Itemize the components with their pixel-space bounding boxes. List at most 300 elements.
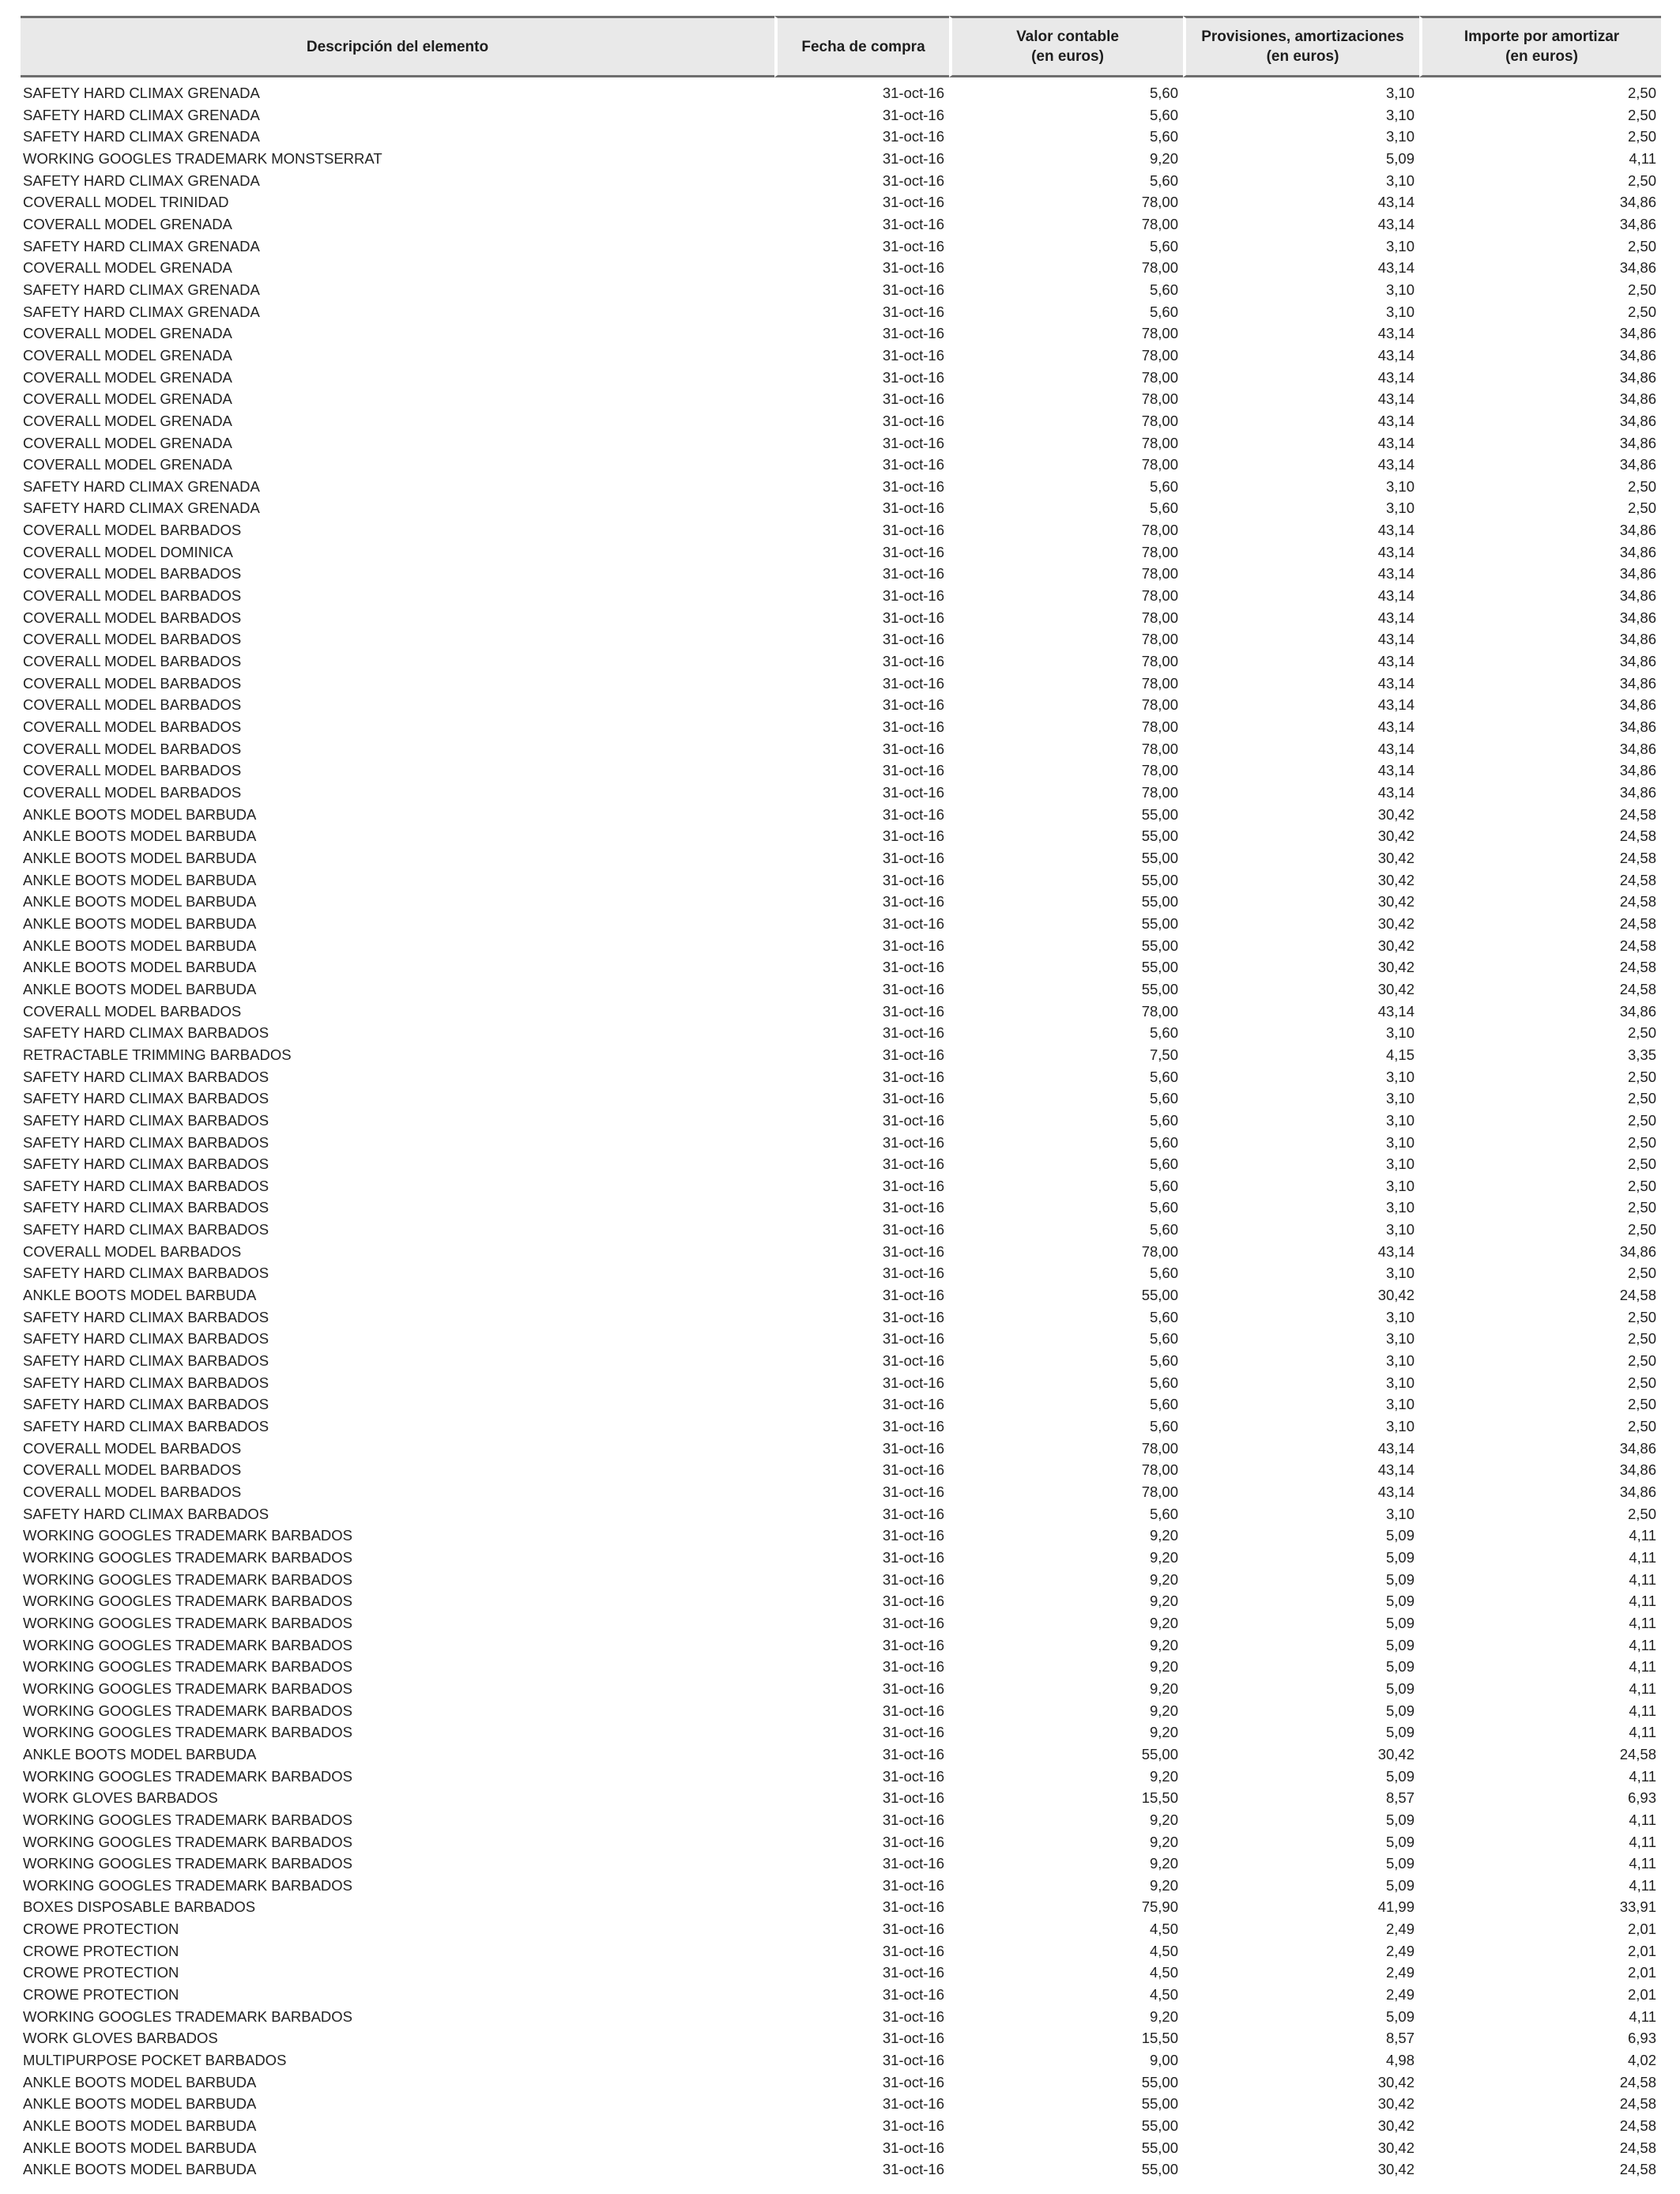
cell-description: SAFETY HARD CLIMAX BARBADOS (23, 1265, 269, 1282)
cell-book-value: 78,00 (1141, 434, 1178, 451)
cell-book-value: 78,00 (1141, 543, 1178, 560)
cell-amount-pending: 34,86 (1619, 259, 1656, 277)
cell-description: WORKING GOOGLES TRADEMARK MONSTSERRAT (23, 149, 382, 167)
table-row (21, 126, 1661, 148)
cell-description: COVERALL MODEL BARBADOS (23, 587, 242, 605)
cell-purchase-date: 31-oct-16 (882, 718, 944, 736)
asset-table (21, 16, 1661, 2181)
cell-book-value: 5,60 (1149, 1155, 1178, 1173)
cell-book-value: 15,50 (1141, 2030, 1178, 2047)
cell-purchase-date: 31-oct-16 (882, 259, 944, 277)
cell-book-value: 78,00 (1141, 194, 1178, 211)
cell-provisions: 43,14 (1377, 718, 1414, 736)
cell-amount-pending: 2,50 (1627, 499, 1656, 517)
cell-book-value: 15,50 (1141, 1789, 1178, 1807)
cell-description: COVERALL MODEL GRENADA (23, 215, 232, 232)
cell-provisions: 30,42 (1377, 2117, 1414, 2135)
cell-provisions: 30,42 (1377, 980, 1414, 997)
cell-amount-pending: 24,58 (1619, 2073, 1656, 2090)
cell-amount-pending: 4,11 (1629, 1702, 1656, 1719)
cell-description: WORKING GOOGLES TRADEMARK BARBADOS (23, 1724, 353, 1741)
cell-provisions: 43,14 (1377, 784, 1414, 801)
cell-description: SAFETY HARD CLIMAX BARBADOS (23, 1111, 269, 1129)
table-row (21, 1525, 1661, 1547)
cell-amount-pending: 4,11 (1629, 1614, 1656, 1631)
table-row (21, 148, 1661, 170)
cell-amount-pending: 2,50 (1627, 281, 1656, 298)
table-row (21, 1197, 1661, 1219)
cell-book-value: 5,60 (1149, 1265, 1178, 1282)
table-row (21, 869, 1661, 892)
cell-amount-pending: 2,50 (1627, 1024, 1656, 1042)
cell-book-value: 5,60 (1149, 1177, 1178, 1194)
cell-purchase-date: 31-oct-16 (882, 237, 944, 254)
cell-purchase-date: 31-oct-16 (882, 1024, 944, 1042)
cell-provisions: 30,42 (1377, 805, 1414, 823)
table-row (21, 236, 1661, 258)
cell-amount-pending: 24,58 (1619, 2161, 1656, 2178)
table-row (21, 279, 1661, 301)
cell-purchase-date: 31-oct-16 (882, 674, 944, 692)
cell-book-value: 5,60 (1149, 1330, 1178, 1348)
asset-table-sheet (21, 16, 1661, 2181)
cell-description: COVERALL MODEL BARBADOS (23, 609, 242, 626)
cell-book-value: 5,60 (1149, 1374, 1178, 1391)
cell-purchase-date: 31-oct-16 (882, 871, 944, 888)
cell-book-value: 5,60 (1149, 1199, 1178, 1216)
cell-provisions: 43,14 (1377, 543, 1414, 560)
cell-description: COVERALL MODEL BARBADOS (23, 1439, 242, 1457)
table-row (21, 1001, 1661, 1023)
cell-book-value: 4,50 (1149, 1942, 1178, 1959)
cell-amount-pending: 2,01 (1627, 1942, 1656, 1959)
cell-amount-pending: 24,58 (1619, 914, 1656, 932)
cell-description: COVERALL MODEL DOMINICA (23, 543, 233, 560)
cell-book-value: 55,00 (1141, 1745, 1178, 1762)
cell-amount-pending: 34,86 (1619, 1002, 1656, 1020)
cell-amount-pending: 4,11 (1629, 1658, 1656, 1676)
cell-amount-pending: 34,86 (1619, 543, 1656, 560)
table-row (21, 410, 1661, 432)
table-row (21, 1393, 1661, 1416)
cell-book-value: 9,20 (1149, 1527, 1178, 1544)
table-row (21, 1372, 1661, 1394)
cell-description: COVERALL MODEL TRINIDAD (23, 194, 229, 211)
table-row (21, 1547, 1661, 1569)
table-row (21, 1809, 1661, 1831)
cell-book-value: 9,20 (1149, 1702, 1178, 1719)
table-row (21, 607, 1661, 629)
cell-book-value: 9,20 (1149, 1570, 1178, 1588)
cell-description: WORKING GOOGLES TRADEMARK BARBADOS (23, 1548, 353, 1566)
cell-book-value: 5,60 (1149, 172, 1178, 189)
cell-amount-pending: 24,58 (1619, 827, 1656, 845)
cell-book-value: 78,00 (1141, 215, 1178, 232)
cell-provisions: 30,42 (1377, 871, 1414, 888)
cell-purchase-date: 31-oct-16 (882, 631, 944, 648)
cell-purchase-date: 31-oct-16 (882, 1964, 944, 1981)
cell-provisions: 5,09 (1385, 1570, 1414, 1588)
cell-amount-pending: 34,86 (1619, 1439, 1656, 1457)
cell-purchase-date: 31-oct-16 (882, 149, 944, 167)
table-row (21, 1766, 1661, 1788)
table-row (21, 935, 1661, 957)
cell-description: COVERALL MODEL BARBADOS (23, 1483, 242, 1500)
cell-description: COVERALL MODEL BARBADOS (23, 674, 242, 692)
header-amount-pending: Importe por amortizar (en euros) (1419, 16, 1661, 77)
cell-description: WORKING GOOGLES TRADEMARK BARBADOS (23, 1876, 353, 1894)
table-row (21, 2093, 1661, 2115)
cell-purchase-date: 31-oct-16 (882, 959, 944, 976)
cell-provisions: 43,14 (1377, 740, 1414, 757)
cell-provisions: 30,42 (1377, 827, 1414, 845)
cell-provisions: 3,10 (1385, 1024, 1414, 1042)
cell-provisions: 8,57 (1385, 1789, 1414, 1807)
cell-purchase-date: 31-oct-16 (882, 696, 944, 714)
cell-provisions: 3,10 (1385, 172, 1414, 189)
cell-book-value: 75,90 (1141, 1898, 1178, 1916)
table-row (21, 2049, 1661, 2071)
table-row (21, 432, 1661, 454)
cell-provisions: 4,15 (1385, 1046, 1414, 1063)
cell-book-value: 78,00 (1141, 696, 1178, 714)
cell-description: ANKLE BOOTS MODEL BARBUDA (23, 2139, 257, 2156)
cell-purchase-date: 31-oct-16 (882, 937, 944, 954)
cell-amount-pending: 2,50 (1627, 1221, 1656, 1238)
table-header (21, 16, 1661, 77)
cell-book-value: 9,20 (1149, 1614, 1178, 1631)
cell-book-value: 78,00 (1141, 631, 1178, 648)
cell-book-value: 78,00 (1141, 1483, 1178, 1500)
cell-amount-pending: 6,93 (1627, 2030, 1656, 2047)
cell-provisions: 43,14 (1377, 412, 1414, 429)
cell-purchase-date: 31-oct-16 (882, 2117, 944, 2135)
cell-purchase-date: 31-oct-16 (882, 1593, 944, 1610)
cell-amount-pending: 2,50 (1627, 1199, 1656, 1216)
cell-book-value: 9,20 (1149, 1855, 1178, 1872)
cell-description: COVERALL MODEL BARBADOS (23, 1002, 242, 1020)
cell-provisions: 5,09 (1385, 1876, 1414, 1894)
cell-provisions: 30,42 (1377, 937, 1414, 954)
cell-amount-pending: 4,11 (1629, 1636, 1656, 1653)
table-row (21, 1569, 1661, 1591)
cell-amount-pending: 24,58 (1619, 2095, 1656, 2113)
cell-provisions: 3,10 (1385, 1068, 1414, 1085)
cell-book-value: 78,00 (1141, 762, 1178, 779)
cell-book-value: 78,00 (1141, 346, 1178, 364)
cell-book-value: 78,00 (1141, 456, 1178, 473)
cell-amount-pending: 2,50 (1627, 106, 1656, 123)
cell-description: COVERALL MODEL GRENADA (23, 412, 232, 429)
cell-provisions: 3,10 (1385, 1505, 1414, 1522)
cell-description: ANKLE BOOTS MODEL BARBUDA (23, 1745, 257, 1762)
cell-description: COVERALL MODEL BARBADOS (23, 762, 242, 779)
cell-amount-pending: 4,11 (1629, 1767, 1656, 1785)
cell-purchase-date: 31-oct-16 (882, 128, 944, 145)
cell-amount-pending: 2,50 (1627, 1155, 1656, 1173)
table-row (21, 1875, 1661, 1897)
cell-provisions: 3,10 (1385, 1396, 1414, 1413)
cell-book-value: 5,60 (1149, 1352, 1178, 1370)
cell-provisions: 3,10 (1385, 1418, 1414, 1435)
cell-book-value: 78,00 (1141, 412, 1178, 429)
table-row (21, 1503, 1661, 1525)
cell-purchase-date: 31-oct-16 (882, 1702, 944, 1719)
cell-amount-pending: 34,86 (1619, 762, 1656, 779)
cell-amount-pending: 34,86 (1619, 215, 1656, 232)
cell-book-value: 9,20 (1149, 1811, 1178, 1828)
cell-description: WORKING GOOGLES TRADEMARK BARBADOS (23, 1658, 353, 1676)
cell-book-value: 5,60 (1149, 1418, 1178, 1435)
cell-amount-pending: 33,91 (1619, 1898, 1656, 1916)
cell-purchase-date: 31-oct-16 (882, 827, 944, 845)
table-row (21, 1110, 1661, 1132)
cell-description: RETRACTABLE TRIMMING BARBADOS (23, 1046, 292, 1063)
table-row (21, 585, 1661, 607)
cell-book-value: 78,00 (1141, 674, 1178, 692)
cell-book-value: 5,60 (1149, 106, 1178, 123)
cell-purchase-date: 31-oct-16 (882, 2052, 944, 2069)
cell-description: SAFETY HARD CLIMAX GRENADA (23, 172, 260, 189)
cell-amount-pending: 4,02 (1627, 2052, 1656, 2069)
cell-provisions: 5,09 (1385, 1658, 1414, 1676)
table-row (21, 1700, 1661, 1722)
cell-description: SAFETY HARD CLIMAX GRENADA (23, 303, 260, 320)
cell-book-value: 5,60 (1149, 128, 1178, 145)
cell-purchase-date: 31-oct-16 (882, 740, 944, 757)
cell-provisions: 30,42 (1377, 1287, 1414, 1304)
cell-provisions: 3,10 (1385, 85, 1414, 101)
header-provisions: Provisiones, amortizaciones (en euros) (1183, 16, 1419, 77)
cell-provisions: 43,14 (1377, 434, 1414, 451)
cell-purchase-date: 31-oct-16 (882, 2030, 944, 2047)
cell-amount-pending: 2,01 (1627, 1921, 1656, 1938)
cell-amount-pending: 4,11 (1629, 1570, 1656, 1588)
cell-book-value: 4,50 (1149, 1921, 1178, 1938)
cell-purchase-date: 31-oct-16 (882, 2139, 944, 2156)
cell-purchase-date: 31-oct-16 (882, 1679, 944, 1697)
cell-purchase-date: 31-oct-16 (882, 653, 944, 670)
cell-description: WORKING GOOGLES TRADEMARK BARBADOS (23, 1855, 353, 1872)
cell-provisions: 5,09 (1385, 1702, 1414, 1719)
cell-book-value: 9,00 (1149, 2052, 1178, 2069)
table-row (21, 322, 1661, 345)
cell-description: WORKING GOOGLES TRADEMARK BARBADOS (23, 1833, 353, 1850)
cell-amount-pending: 34,86 (1619, 412, 1656, 429)
cell-amount-pending: 24,58 (1619, 2139, 1656, 2156)
table-row (21, 1459, 1661, 1481)
cell-description: ANKLE BOOTS MODEL BARBUDA (23, 2161, 257, 2178)
cell-amount-pending: 2,50 (1627, 1505, 1656, 1522)
cell-book-value: 78,00 (1141, 609, 1178, 626)
cell-description: COVERALL MODEL BARBADOS (23, 1242, 242, 1260)
cell-amount-pending: 2,50 (1627, 85, 1656, 101)
cell-book-value: 78,00 (1141, 1002, 1178, 1020)
cell-amount-pending: 24,58 (1619, 2117, 1656, 2135)
cell-book-value: 78,00 (1141, 522, 1178, 539)
cell-purchase-date: 31-oct-16 (882, 1111, 944, 1129)
cell-description: ANKLE BOOTS MODEL BARBUDA (23, 2073, 257, 2090)
cell-book-value: 55,00 (1141, 2117, 1178, 2135)
cell-purchase-date: 31-oct-16 (882, 1002, 944, 1020)
cell-amount-pending: 34,86 (1619, 522, 1656, 539)
cell-amount-pending: 34,86 (1619, 1242, 1656, 1260)
cell-description: COVERALL MODEL BARBADOS (23, 696, 242, 714)
cell-book-value: 9,20 (1149, 1876, 1178, 1894)
cell-description: COVERALL MODEL GRENADA (23, 259, 232, 277)
cell-description: COVERALL MODEL GRENADA (23, 434, 232, 451)
cell-amount-pending: 2,50 (1627, 477, 1656, 495)
table-row (21, 563, 1661, 585)
cell-book-value: 55,00 (1141, 2095, 1178, 2113)
cell-book-value: 5,60 (1149, 499, 1178, 517)
cell-provisions: 3,10 (1385, 1177, 1414, 1194)
cell-description: ANKLE BOOTS MODEL BARBUDA (23, 805, 257, 823)
cell-provisions: 43,14 (1377, 1461, 1414, 1479)
cell-amount-pending: 34,86 (1619, 390, 1656, 408)
cell-provisions: 5,09 (1385, 1811, 1414, 1828)
cell-amount-pending: 2,50 (1627, 1352, 1656, 1370)
cell-description: ANKLE BOOTS MODEL BARBUDA (23, 2095, 257, 2113)
cell-book-value: 78,00 (1141, 784, 1178, 801)
cell-amount-pending: 2,50 (1627, 1308, 1656, 1325)
cell-amount-pending: 34,86 (1619, 1483, 1656, 1500)
cell-amount-pending: 2,50 (1627, 1090, 1656, 1107)
table-row (21, 1438, 1661, 1460)
cell-amount-pending: 4,11 (1629, 1593, 1656, 1610)
cell-description: SAFETY HARD CLIMAX GRENADA (23, 128, 260, 145)
cell-description: CROWE PROTECTION (23, 1986, 179, 2004)
cell-book-value: 78,00 (1141, 325, 1178, 342)
cell-provisions: 43,14 (1377, 696, 1414, 714)
cell-purchase-date: 31-oct-16 (882, 1745, 944, 1762)
cell-description: COVERALL MODEL GRENADA (23, 346, 232, 364)
cell-amount-pending: 34,86 (1619, 565, 1656, 582)
cell-amount-pending: 24,58 (1619, 980, 1656, 997)
table-row (21, 1241, 1661, 1263)
cell-description: COVERALL MODEL GRENADA (23, 325, 232, 342)
cell-purchase-date: 31-oct-16 (882, 477, 944, 495)
cell-book-value: 5,60 (1149, 85, 1178, 101)
cell-amount-pending: 4,11 (1629, 149, 1656, 167)
cell-description: WORKING GOOGLES TRADEMARK BARBADOS (23, 1593, 353, 1610)
cell-purchase-date: 31-oct-16 (882, 1876, 944, 1894)
cell-purchase-date: 31-oct-16 (882, 499, 944, 517)
cell-purchase-date: 31-oct-16 (882, 1133, 944, 1151)
cell-book-value: 78,00 (1141, 587, 1178, 605)
cell-provisions: 3,10 (1385, 303, 1414, 320)
cell-provisions: 5,09 (1385, 1614, 1414, 1631)
cell-amount-pending: 6,93 (1627, 1789, 1656, 1807)
table-row (21, 1634, 1661, 1657)
cell-description: SAFETY HARD CLIMAX BARBADOS (23, 1330, 269, 1348)
table-row (21, 1787, 1661, 1809)
table-row (21, 956, 1661, 978)
table-body (21, 77, 1661, 2181)
cell-purchase-date: 31-oct-16 (882, 1724, 944, 1741)
cell-description: SAFETY HARD CLIMAX BARBADOS (23, 1308, 269, 1325)
cell-amount-pending: 24,58 (1619, 1745, 1656, 1762)
cell-description: COVERALL MODEL BARBADOS (23, 740, 242, 757)
table-row (21, 760, 1661, 782)
cell-purchase-date: 31-oct-16 (882, 1570, 944, 1588)
cell-provisions: 3,10 (1385, 1330, 1414, 1348)
cell-provisions: 43,14 (1377, 368, 1414, 386)
cell-description: COVERALL MODEL BARBADOS (23, 784, 242, 801)
table-row (21, 1416, 1661, 1438)
table-row (21, 1612, 1661, 1634)
cell-description: SAFETY HARD CLIMAX BARBADOS (23, 1505, 269, 1522)
cell-amount-pending: 4,11 (1629, 1833, 1656, 1850)
cell-provisions: 3,10 (1385, 499, 1414, 517)
cell-description: ANKLE BOOTS MODEL BARBUDA (23, 980, 257, 997)
cell-amount-pending: 4,11 (1629, 1811, 1656, 1828)
cell-description: SAFETY HARD CLIMAX BARBADOS (23, 1221, 269, 1238)
cell-description: COVERALL MODEL BARBADOS (23, 565, 242, 582)
table-row (21, 1132, 1661, 1154)
cell-provisions: 4,98 (1385, 2052, 1414, 2069)
cell-provisions: 3,10 (1385, 1133, 1414, 1151)
cell-description: WORKING GOOGLES TRADEMARK BARBADOS (23, 1614, 353, 1631)
cell-description: WORKING GOOGLES TRADEMARK BARBADOS (23, 1570, 353, 1588)
cell-description: SAFETY HARD CLIMAX BARBADOS (23, 1090, 269, 1107)
cell-provisions: 3,10 (1385, 1265, 1414, 1282)
table-row (21, 1721, 1661, 1744)
cell-amount-pending: 2,50 (1627, 172, 1656, 189)
cell-purchase-date: 31-oct-16 (882, 303, 944, 320)
cell-purchase-date: 31-oct-16 (882, 609, 944, 626)
cell-book-value: 9,20 (1149, 2007, 1178, 2025)
cell-purchase-date: 31-oct-16 (882, 980, 944, 997)
cell-provisions: 2,49 (1385, 1964, 1414, 1981)
table-row (21, 2027, 1661, 2049)
cell-provisions: 30,42 (1377, 1745, 1414, 1762)
cell-provisions: 3,10 (1385, 237, 1414, 254)
cell-purchase-date: 31-oct-16 (882, 1090, 944, 1107)
cell-purchase-date: 31-oct-16 (882, 587, 944, 605)
cell-provisions: 5,09 (1385, 1724, 1414, 1741)
table-row (21, 541, 1661, 564)
cell-amount-pending: 24,58 (1619, 937, 1656, 954)
cell-purchase-date: 31-oct-16 (882, 565, 944, 582)
cell-provisions: 3,10 (1385, 1308, 1414, 1325)
table-row (21, 1962, 1661, 1984)
cell-provisions: 43,14 (1377, 346, 1414, 364)
cell-description: WORK GLOVES BARBADOS (23, 1789, 218, 1807)
table-row (21, 1022, 1661, 1044)
table-row (21, 1219, 1661, 1241)
cell-provisions: 3,10 (1385, 128, 1414, 145)
cell-description: SAFETY HARD CLIMAX BARBADOS (23, 1133, 269, 1151)
cell-description: COVERALL MODEL GRENADA (23, 390, 232, 408)
cell-description: SAFETY HARD CLIMAX BARBADOS (23, 1177, 269, 1194)
table-row (21, 1984, 1661, 2006)
cell-provisions: 5,09 (1385, 1527, 1414, 1544)
cell-purchase-date: 31-oct-16 (882, 1155, 944, 1173)
cell-description: WORKING GOOGLES TRADEMARK BARBADOS (23, 1679, 353, 1697)
cell-description: ANKLE BOOTS MODEL BARBUDA (23, 1287, 257, 1304)
cell-description: ANKLE BOOTS MODEL BARBUDA (23, 849, 257, 866)
cell-purchase-date: 31-oct-16 (882, 412, 944, 429)
table-row (21, 628, 1661, 650)
cell-book-value: 78,00 (1141, 653, 1178, 670)
cell-amount-pending: 4,11 (1629, 1876, 1656, 1894)
table-row (21, 2006, 1661, 2028)
cell-book-value: 55,00 (1141, 827, 1178, 845)
cell-description: SAFETY HARD CLIMAX BARBADOS (23, 1374, 269, 1391)
cell-amount-pending: 34,86 (1619, 718, 1656, 736)
cell-description: SAFETY HARD CLIMAX BARBADOS (23, 1155, 269, 1173)
